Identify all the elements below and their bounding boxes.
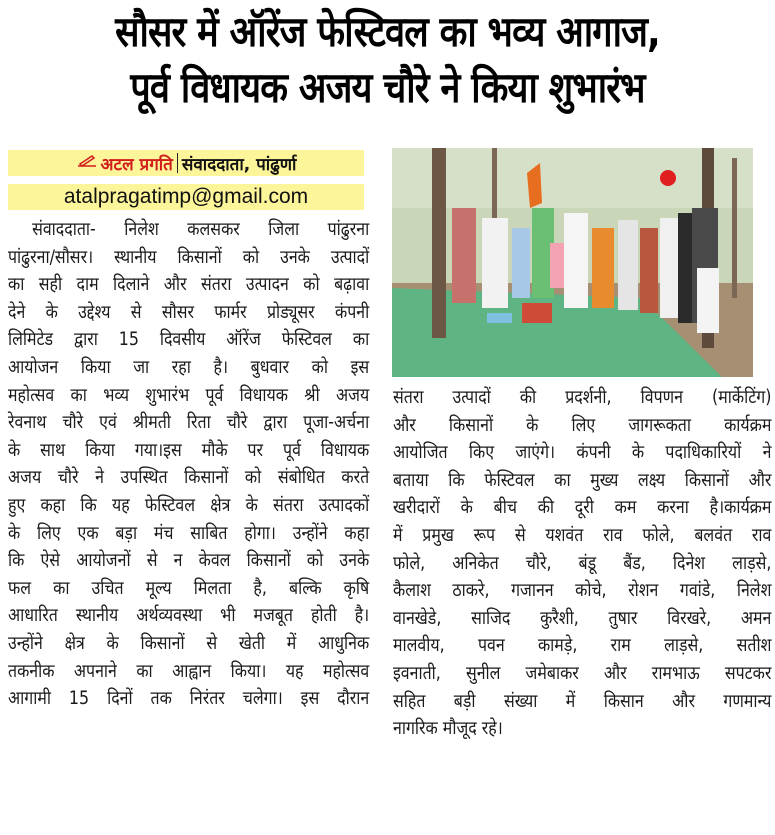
paragraph-line: संतरा उत्पादों की प्रदर्शनी, विपणन (मार्केटिंग) (393, 387, 772, 408)
paragraph-line: कैलाश ठाकरे, गजानन कोचे, रोशन गवांडे, निलेश (393, 580, 772, 602)
article-photo (392, 148, 753, 377)
article-body-left (8, 216, 369, 713)
paragraph-line: देने के उद्देश्य से सौसर फार्मर प्रोड्यूसर कंपनी (8, 301, 370, 323)
paragraph-line: वानखेडे, साजिद कुरैशी, तुषार विरखरे, अमन (393, 607, 772, 629)
paragraph-line: उन्होंने क्षेत्र के किसानों से खेती में आधुनिक (8, 632, 370, 654)
paragraph-line: फल का उचित मूल्य मिलता है, बल्कि कृषि (8, 577, 370, 599)
paragraph-line: खरीदारों के बीच की दूरी कम करना है।कार्यक्रम (393, 497, 772, 519)
paragraph-line: इवनाती, सुनील जमेबाकर और रामभाऊ सपटकर (393, 662, 772, 684)
paragraph-line: आगामी 15 दिनों तक निरंतर चलेगा। इस दौरान (8, 688, 370, 710)
byline-divider (177, 153, 178, 173)
paragraph-line: रेवनाथ चौरे एवं श्रीमती रिता चौरे द्वारा पूजा-अर्चना (8, 412, 370, 434)
headline-line-1: सौसर में ऑरेंज फेस्टिवल का भव्य आगाज, (115, 7, 660, 56)
paragraph-line: कि ऐसे आयोजनों से न केवल किसानों को उनके (8, 550, 370, 572)
paragraph-line: आधारित स्थानीय अर्थव्यवस्था भी मजबूत होती है। (8, 605, 370, 627)
paragraph-line: के लिए एक बड़ा मंच साबित होगा। उन्होंने कहा (8, 522, 370, 544)
paragraph-line: आयोजित किए जाएंगे। कंपनी के पदाधिकारियों ने (393, 442, 772, 464)
headline (54, 4, 721, 116)
article-body-right (393, 384, 771, 743)
pen-icon (76, 153, 98, 173)
paragraph-line: और किसानों के लिए जागरूकता कार्यक्रम (393, 414, 772, 436)
paragraph-line: संवाददाता- निलेश कलसकर जिला पांढुरना (32, 219, 370, 240)
byline (8, 150, 364, 176)
brand-name: अटल प्रगति (100, 154, 173, 175)
paragraph-line: हुए कहा कि यह फेस्टिवल क्षेत्र के संतरा उत्पादकों (8, 494, 370, 516)
paragraph-line: में प्रमुख रूप से यशवंत राव फोले, बलवंत राव (393, 524, 772, 546)
paragraph-line: लिमिटेड द्वारा 15 दिवसीय ऑरेंज फेस्टिवल का (8, 329, 370, 351)
headline-line-2: पूर्व विधायक अजय चौरे ने किया शुभारंभ (130, 63, 645, 112)
paragraph-line: के साथ किया गया।इस मौके पर पूर्व विधायक (8, 439, 370, 461)
paragraph-line: का सही दाम दिलाने और संतरा उत्पादन को बढ़ावा (8, 274, 370, 296)
paragraph-line: मालवीय, पवन कामड़े, राम लाड़से, सतीश (393, 635, 772, 657)
paragraph-line: नागरिक मौजूद रहे। (393, 718, 503, 740)
byline-location: संवाददाता, पांढुर्णा (181, 154, 297, 175)
brand (76, 152, 173, 175)
paragraph-line: महोत्सव का भव्य शुभारंभ पूर्व विधायक श्री अजय (8, 384, 370, 406)
paragraph-line: सहित बड़ी संख्या में किसान और गणमान्य (393, 690, 772, 712)
paragraph-line: पांढुरना/सौसर। स्थानीय किसानों को उनके उत्पादों (8, 246, 370, 268)
email-link[interactable]: atalpragatimp@gmail.com (8, 184, 364, 210)
paragraph-line: आयोजन किया जा रहा है। बुधवार को इस (8, 356, 370, 378)
paragraph-line: अजय चौरे ने उपस्थित किसानों को संबोधित करते (8, 467, 370, 489)
paragraph-line: बताया कि फेस्टिवल का मुख्य लक्ष्य किसानों और (393, 469, 772, 491)
paragraph-line: फोले, अनिकेत चौरे, बंडू बैंड, दिनेश लाड़से, (393, 552, 772, 574)
paragraph-line: तकनीक अपनाने का आह्वान किया। यह महोत्सव (8, 660, 370, 682)
